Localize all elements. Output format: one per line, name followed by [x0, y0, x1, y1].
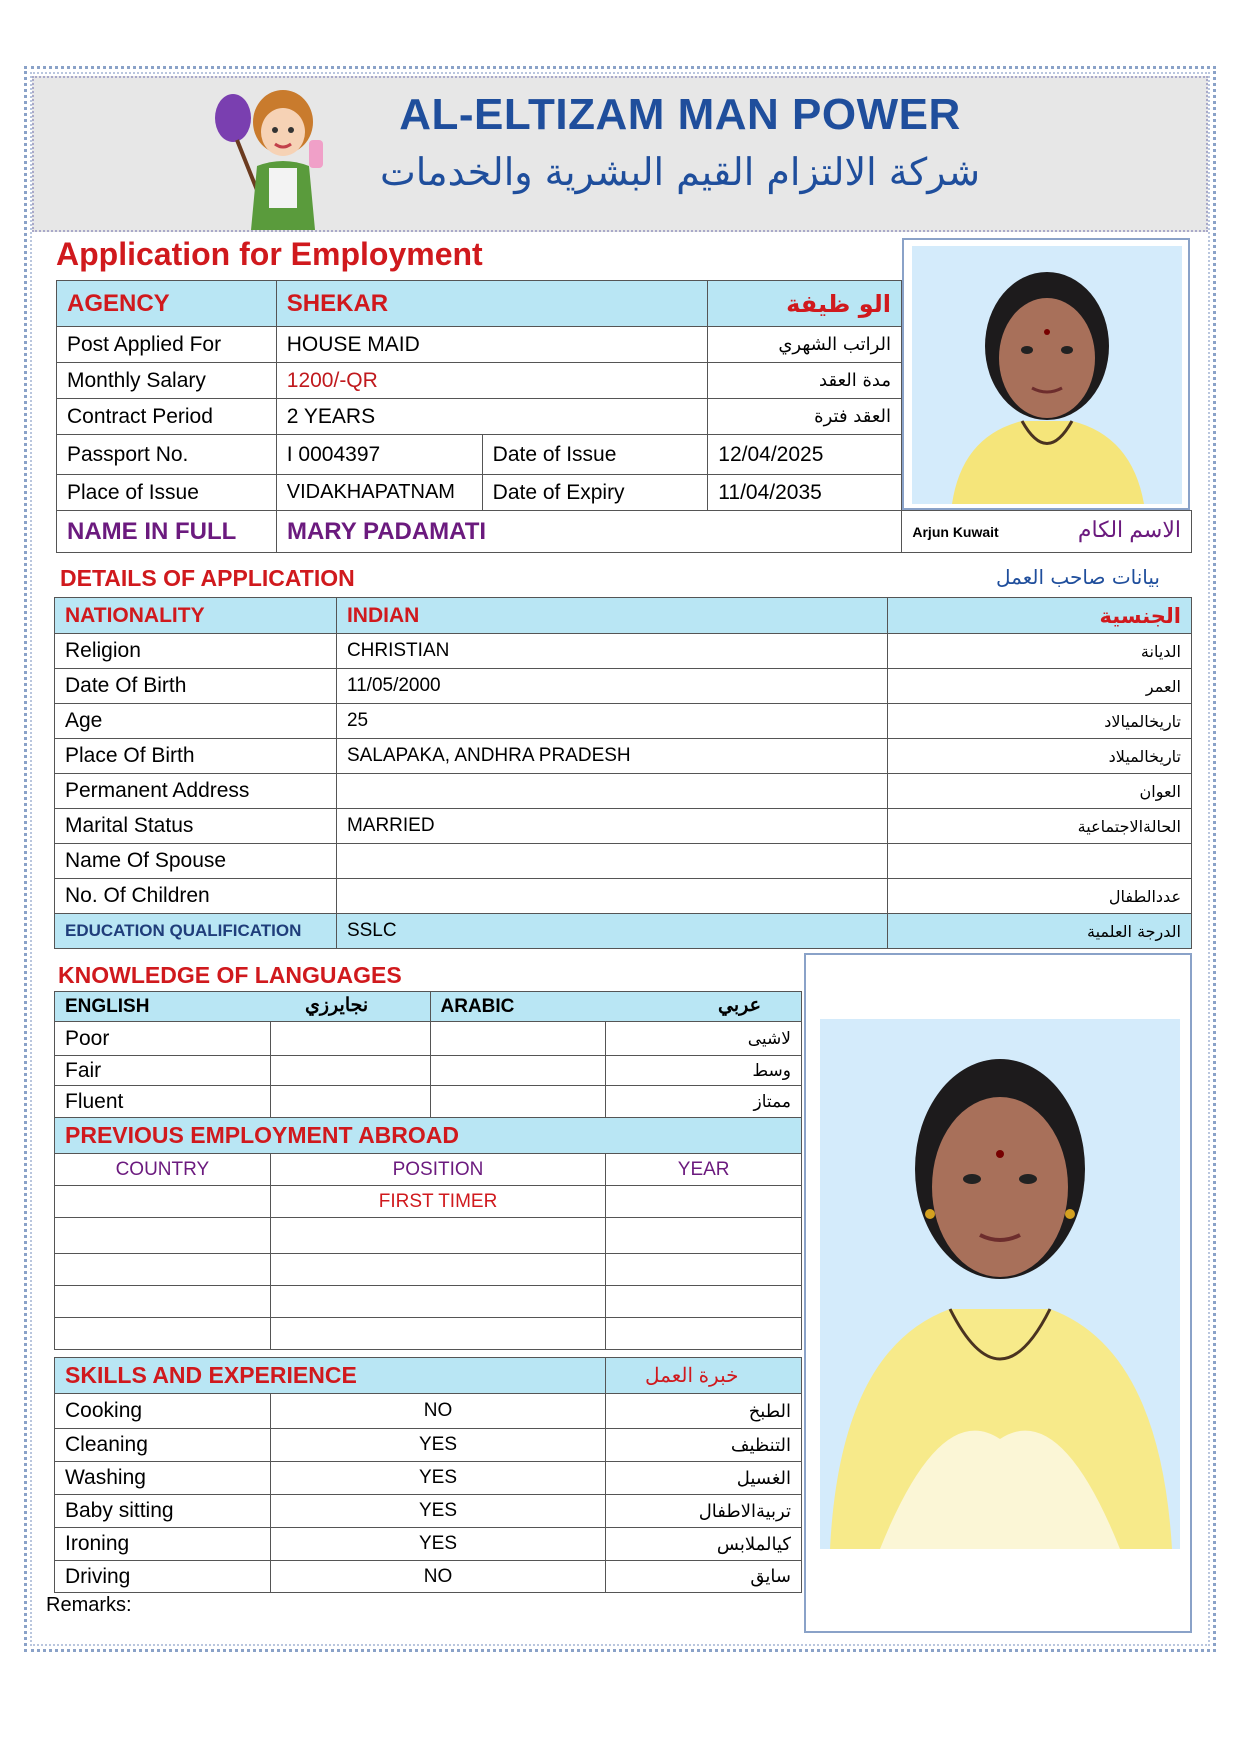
agency-value: SHEKAR [276, 281, 708, 327]
english-ar: نجايرزي [305, 995, 369, 1016]
level-label: Fluent [55, 1086, 271, 1118]
languages-table [54, 991, 802, 1118]
name-ar-cell [902, 511, 1192, 553]
name-table [56, 510, 1192, 553]
skill-value: YES [270, 1429, 605, 1462]
col-year: YEAR [606, 1154, 802, 1186]
skill-ar: الطبخ [606, 1394, 802, 1429]
skills-title-row [55, 1358, 802, 1394]
english-label: ENGLISH [65, 995, 150, 1017]
salary-value: 1200/-QR [276, 363, 708, 399]
skill-ar: كيالملابس [606, 1528, 802, 1561]
nationality-value: INDIAN [336, 598, 887, 634]
table-row [55, 1186, 802, 1218]
details-ar: العوان [888, 774, 1192, 809]
applicant-photo-small-frame [902, 238, 1190, 510]
level-ar: لاشيى [606, 1022, 802, 1056]
name-value: MARY PADAMATI [276, 511, 901, 553]
skill-label: Washing [55, 1462, 271, 1495]
languages-header [55, 992, 802, 1022]
details-value: MARRIED [336, 809, 887, 844]
skill-label: Driving [55, 1561, 271, 1593]
details-value: SALAPAKA, ANDHRA PRADESH [336, 739, 887, 774]
skill-value: NO [270, 1394, 605, 1429]
skill-ar: تربيةالاطفال [606, 1495, 802, 1528]
name-note: Arjun Kuwait [912, 524, 999, 540]
table-row [55, 1254, 802, 1286]
skill-value: YES [270, 1495, 605, 1528]
name-label: NAME IN FULL [57, 511, 277, 553]
education-value: SSLC [336, 914, 887, 949]
language-level-row [55, 1056, 802, 1086]
details-ar: الحالةالاجتماعية [888, 809, 1192, 844]
language-level-row [55, 1086, 802, 1118]
details-ar: تاريخالميلاد [888, 739, 1192, 774]
table-row [55, 1218, 802, 1254]
name-row [57, 511, 1192, 553]
details-label: Date Of Birth [55, 669, 337, 704]
nationality-label: NATIONALITY [55, 598, 337, 634]
passport-value: I 0004397 [276, 435, 482, 475]
details-row [55, 704, 1192, 739]
job-info-table [56, 280, 902, 511]
post-label: Post Applied For [57, 327, 277, 363]
skill-ar: الغسيل [606, 1462, 802, 1495]
details-ar: الديانة [888, 634, 1192, 669]
remarks-label: Remarks: [46, 1594, 132, 1616]
passport-row [57, 435, 902, 475]
applicant-photo-small [912, 246, 1182, 504]
details-row [55, 669, 1192, 704]
skill-label: Cleaning [55, 1429, 271, 1462]
skill-row [55, 1495, 802, 1528]
nationality-row [55, 598, 1192, 634]
col-position: POSITION [270, 1154, 606, 1186]
post-ar: الراتب الشهري [708, 327, 902, 363]
table-row [55, 1318, 802, 1350]
contract-value: 2 YEARS [276, 399, 708, 435]
details-label: Name Of Spouse [55, 844, 337, 879]
expiry-value: 11/04/2035 [708, 475, 902, 511]
details-value [336, 879, 887, 914]
contract-ar: العقد فترة [708, 399, 902, 435]
details-label: Age [55, 704, 337, 739]
table-row [55, 1286, 802, 1318]
details-ar [888, 844, 1192, 879]
post-row [57, 327, 902, 363]
name-ar: الاسم الكام [1077, 517, 1181, 542]
skills-title-ar: خبرة العمل [645, 1365, 739, 1387]
details-row [55, 879, 1192, 914]
details-value: 11/05/2000 [336, 669, 887, 704]
skills-title-cell [55, 1358, 739, 1394]
first-timer: FIRST TIMER [270, 1186, 606, 1218]
arabic-label: ARABIC [440, 995, 515, 1017]
place-issue-value: VIDAKHAPATNAM [276, 475, 482, 511]
details-value: 25 [336, 704, 887, 739]
details-label: No. Of Children [55, 879, 337, 914]
skill-label: Ironing [55, 1528, 271, 1561]
salary-ar: مدة العقد [708, 363, 902, 399]
details-value [336, 774, 887, 809]
company-name-en: AL-ELTIZAM MAN POWER [399, 90, 961, 139]
page-title: Application for Employment [56, 236, 483, 272]
skill-value: YES [270, 1462, 605, 1495]
previous-title-row [55, 1118, 802, 1154]
skill-ar: سايق [606, 1561, 802, 1593]
skill-value: NO [270, 1561, 605, 1593]
english-header [55, 992, 431, 1022]
level-label: Poor [55, 1022, 271, 1056]
skills-title: SKILLS AND EXPERIENCE [65, 1362, 357, 1388]
details-row [55, 774, 1192, 809]
details-ar: تاريخالميالاد [888, 704, 1192, 739]
applicant-photo-large [820, 1019, 1180, 1549]
education-row [55, 914, 1192, 949]
place-issue-label: Place of Issue [57, 475, 277, 511]
details-value: CHRISTIAN [336, 634, 887, 669]
place-issue-row [57, 475, 902, 511]
arabic-ar: عربي [718, 995, 761, 1016]
details-row [55, 634, 1192, 669]
post-value: HOUSE MAID [276, 327, 708, 363]
level-label: Fair [55, 1056, 271, 1086]
details-label: Place Of Birth [55, 739, 337, 774]
skill-label: Cooking [55, 1394, 271, 1429]
details-label: Permanent Address [55, 774, 337, 809]
details-row [55, 739, 1192, 774]
details-label: Marital Status [55, 809, 337, 844]
salary-label: Monthly Salary [57, 363, 277, 399]
skill-row [55, 1394, 802, 1429]
education-ar: الدرجة العلمية [888, 914, 1192, 949]
agency-row [57, 281, 902, 327]
skill-label: Baby sitting [55, 1495, 271, 1528]
level-ar: وسط [606, 1056, 802, 1086]
previous-header-row [55, 1154, 802, 1186]
details-ar: العمر [888, 669, 1192, 704]
salary-row [57, 363, 902, 399]
details-title: DETAILS OF APPLICATION [60, 565, 355, 591]
skill-row [55, 1429, 802, 1462]
skill-ar: التنظيف [606, 1429, 802, 1462]
details-value [336, 844, 887, 879]
details-ar: عددالطفال [888, 879, 1192, 914]
previous-title: PREVIOUS EMPLOYMENT ABROAD [55, 1118, 802, 1154]
details-title-ar: بيانات صاحب العمل [996, 565, 1160, 589]
agency-label: AGENCY [57, 281, 277, 327]
details-row [55, 809, 1192, 844]
skill-row [55, 1528, 802, 1561]
skill-value: YES [270, 1528, 605, 1561]
level-ar: ممتاز [606, 1086, 802, 1118]
skill-row [55, 1561, 802, 1593]
contract-label: Contract Period [57, 399, 277, 435]
language-level-row [55, 1022, 802, 1056]
details-row [55, 844, 1192, 879]
skill-row [55, 1462, 802, 1495]
issue-date-label: Date of Issue [482, 435, 708, 475]
arabic-header [430, 992, 802, 1022]
agency-ar: الو ظيفة [708, 281, 902, 327]
contract-row [57, 399, 902, 435]
details-table [54, 597, 1192, 949]
previous-employment-table [54, 1117, 802, 1350]
issue-date-value: 12/04/2025 [708, 435, 902, 475]
col-country: COUNTRY [55, 1154, 271, 1186]
passport-label: Passport No. [57, 435, 277, 475]
languages-title: KNOWLEDGE OF LANGUAGES [58, 962, 402, 988]
nationality-ar: الجنسية [888, 598, 1192, 634]
company-name-ar: شركة الالتزام القيم البشرية والخدمات [379, 150, 981, 194]
skills-table [54, 1357, 802, 1593]
education-label: EDUCATION QUALIFICATION [55, 914, 337, 949]
expiry-label: Date of Expiry [482, 475, 708, 511]
maid-cartoon-icon [205, 80, 345, 230]
details-label: Religion [55, 634, 337, 669]
applicant-photo-large-frame [804, 953, 1192, 1633]
